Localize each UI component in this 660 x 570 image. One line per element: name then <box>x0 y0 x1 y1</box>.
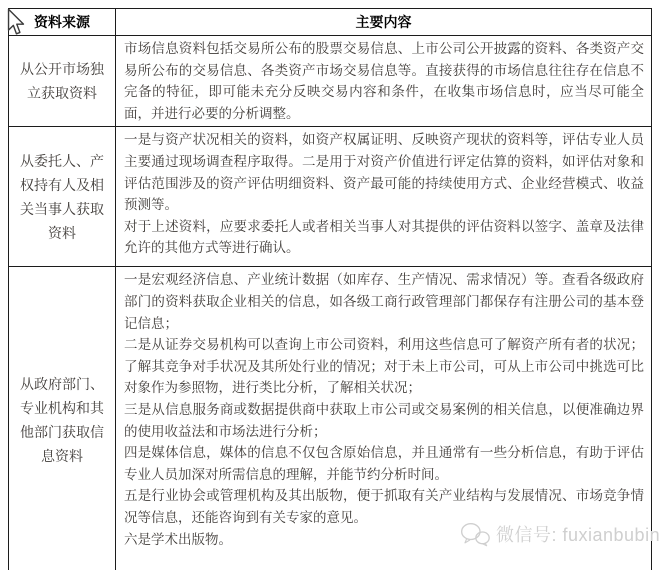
header-source-column: 资料来源 <box>9 9 116 36</box>
data-source-table <box>8 8 652 570</box>
watermark-label: 微信号: fuxianbubin <box>496 525 660 545</box>
source-cell-public-market: 从公开市场独立获取资料 <box>9 36 116 127</box>
paragraph: 五是行业协会或管理机构及其出版物，便于抓取有关产业结构与发展情况、市场竞争情况等信息，还能咨询到有关专家的意见。 <box>124 488 644 525</box>
paragraph: 二是从证券交易机构可以查询上市公司资料，利用这些信息可了解资产所有者的状况；了解其竞争对手状况及其所处行业的情况；对于未上市公司，可从上市公司中挑选可比对象作为参照物，进行类比分析，了解相关状况； <box>124 337 644 396</box>
table-row <box>9 36 652 127</box>
paragraph: 一是宏观经济信息、产业统计数据（如库存、生产情况、需求情况）等。查看各级政府部门的资料获取企业相关的信息，如各级工商行政管理部门都保存有注册公司的基本登记信息； <box>124 272 644 331</box>
source-cell-government-agencies: 从政府部门、专业机构和其他部门获取信息资料 <box>9 267 116 570</box>
wechat-icon <box>460 522 490 547</box>
paragraph: 四是媒体信息，媒体的信息不仅包含原始信息，并且通常有一些分析信息，有助于评估专业人员加深对所需信息的理解，并能节约分析时间。 <box>124 445 644 482</box>
paragraph: 六是学术出版物。 <box>124 531 232 547</box>
paragraph: 市场信息资料包括交易所公布的股票交易信息、上市公司公开披露的资料、各类资产交易所公布的交易信息、各类资产市场交易信息等。直接获得的市场信息往往存在信息不完备的特征，即可能未充分反映交易内容和条件，在收集市场信息时，应当尽可能全面，并进行必要的分析调整。 <box>124 41 644 121</box>
header-content-column: 主要内容 <box>116 9 652 36</box>
source-cell-client-parties: 从委托人、产权持有人及相关当事人获取资料 <box>9 127 116 267</box>
content-cell-public-market <box>116 36 652 127</box>
table-header-row <box>9 9 652 36</box>
wechat-watermark <box>460 521 660 547</box>
table-row <box>9 127 652 267</box>
paragraph: 对于上述资料，应要求委托人或者相关当事人对其提供的评估资料以签字、盖章及法律允许的其他方式等进行确认。 <box>124 218 644 256</box>
paragraph: 一是与资产状况相关的资料，如资产权属证明、反映资产现状的资料等，评估专业人员主要通过现场调查程序取得。二是用于对资产价值进行评定估算的资料，如评估对象和评估范围涉及的资产评估明细资料、资产最可能的持续使用方式、企业经营模式、收益预测等。 <box>124 132 644 213</box>
paragraph: 三是从信息服务商或数据提供商中获取上市公司或交易案例的相关信息，以便准确边界的使用收益法和市场法进行分析； <box>124 401 644 439</box>
content-cell-client-parties <box>116 127 652 267</box>
